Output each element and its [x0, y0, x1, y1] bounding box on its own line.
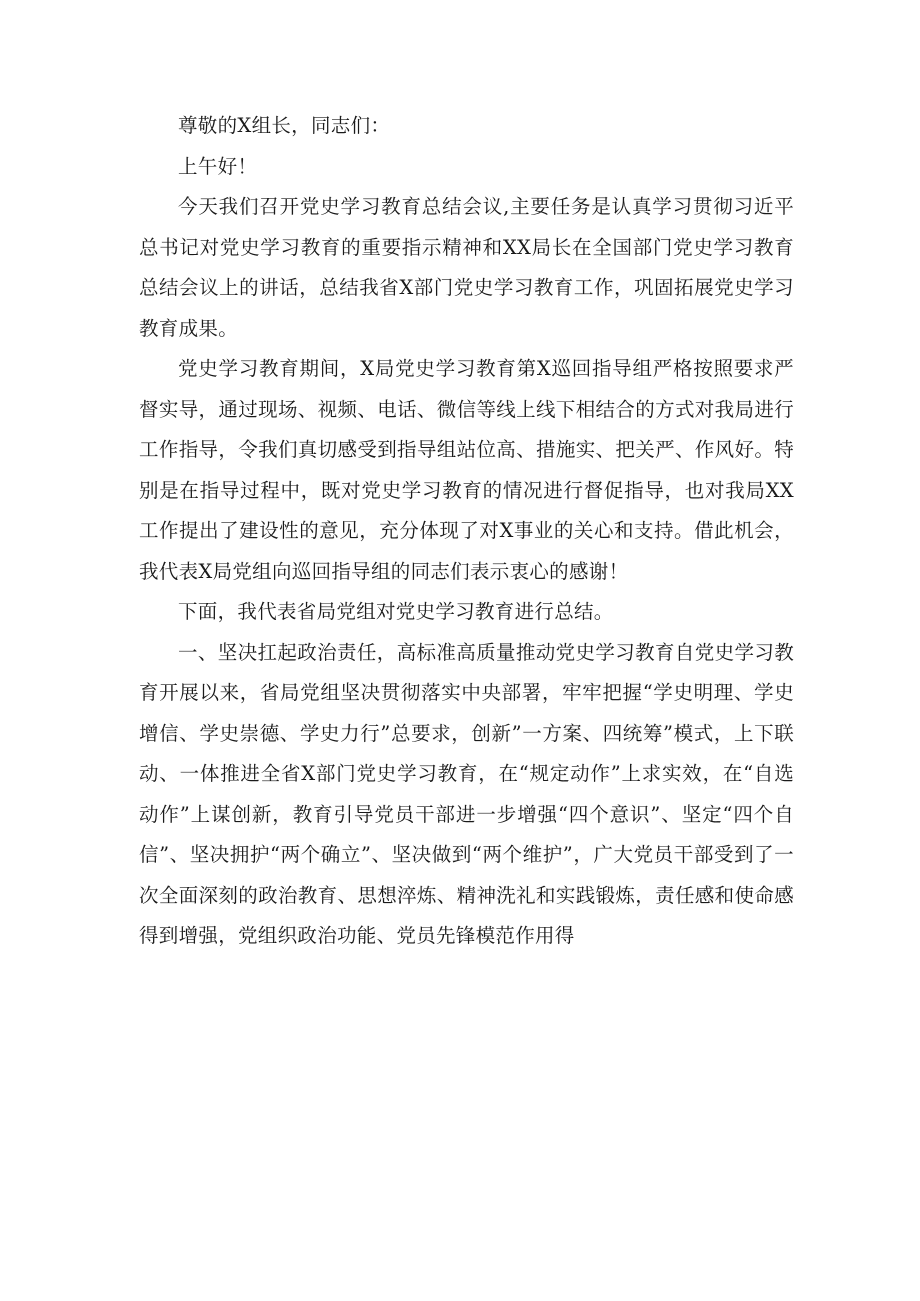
greeting: 上午好！	[178, 154, 258, 178]
document-body	[139, 106, 794, 957]
paragraph-section-one: 一、坚决扛起政治责任，高标准高质量推动党史学习教育自党史学习教育开展以来，省局党组坚决贯彻落实中央部署，牢牢把握“学史明理、学史增信、学史崇德、学史力行”总要求，创新”一方案、四统筹”模式，上下联动、一体推进全省X部门党史学习教育，在“规定动作”上求实效，在“自选动作”上谋创新，教育引导党员干部进一步增强“四个意识”、坚定“四个自信”、坚决拥护“两个确立”、坚决做到“两个维护”，广大党员干部受到了一次全面深刻的政治教育、思想淬炼、精神洗礼和实践锻炼，责任感和使命感得到增强，党组织政治功能、党员先锋模范作用得	[139, 640, 794, 947]
paragraph-thanks-guidance-group: 党史学习教育期间，X局党史学习教育第X巡回指导组严格按照要求严督实导，通过现场、视频、电话、微信等线上线下相结合的方式对我局进行工作指导，令我们真切感受到指导组站位高、措施实、把关严、作风好。特别是在指导过程中，既对党史学习教育的情况进行督促指导，也对我局XX工作提出了建设性的意见，充分体现了对X事业的关心和支持。借此机会，我代表X局党组向巡回指导组的同志们表示衷心的感谢！	[139, 357, 794, 583]
salutation: 尊敬的X组长，同志们：	[178, 114, 391, 137]
paragraph-meeting-purpose: 今天我们召开党史学习教育总结会议,主要任务是认真学习贯彻习近平总书记对党史学习教育的重要指示精神和XX局长在全国部门党史学习教育总结会议上的讲话，总结我省X部门党史学习教育工作，巩固拓展党史学习教育成果。	[139, 195, 794, 340]
paragraph-summary-intro: 下面，我代表省局党组对党史学习教育进行总结。	[178, 600, 614, 623]
